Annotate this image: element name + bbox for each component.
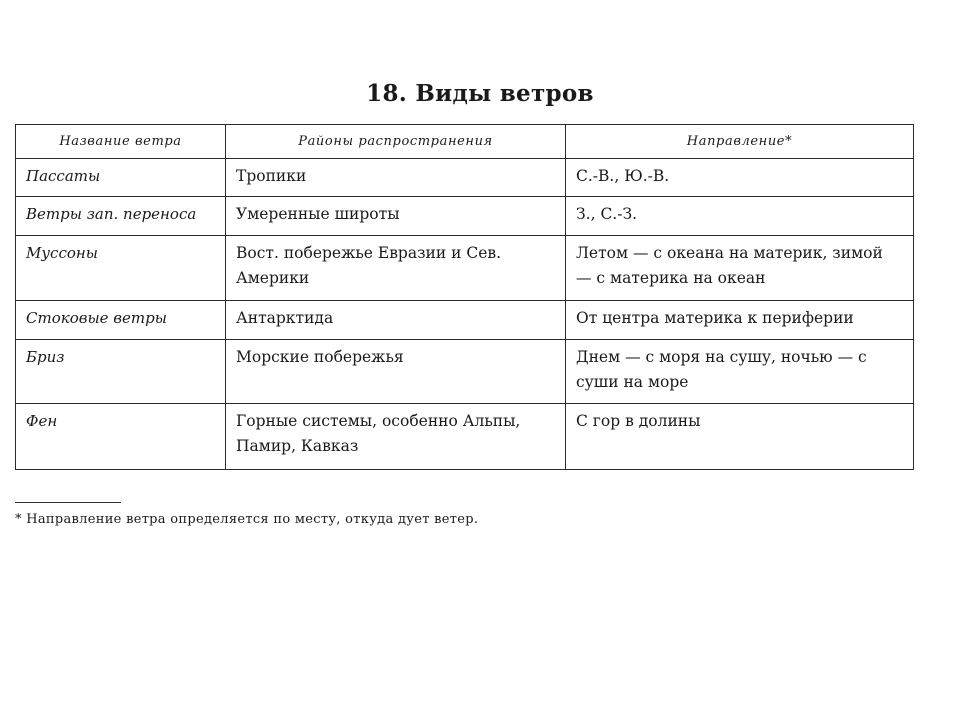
column-header-wind-name: Название ветра: [16, 125, 226, 159]
wind-area-cell: Вост. побережье Евразии и Сев. Америки: [226, 236, 566, 301]
table-row: [16, 197, 914, 236]
footnote-divider: [15, 502, 121, 503]
table-row: [16, 404, 914, 470]
footnote: * Направление ветра определяется по месту, откуда дует ветер.: [15, 512, 479, 527]
wind-direction-cell: С гор в долины: [566, 404, 914, 470]
wind-area-cell: Тропики: [226, 159, 566, 197]
wind-direction-cell: От центра материка к периферии: [566, 301, 914, 340]
wind-direction-cell: Летом — с океана на материк, зимой — с материка на океан: [566, 236, 914, 301]
wind-name-cell: Бриз: [16, 340, 226, 404]
wind-name-cell: Пассаты: [16, 159, 226, 197]
page-title: 18. Виды ветров: [366, 80, 594, 107]
wind-name-cell: Стоковые ветры: [16, 301, 226, 340]
table-header-row: [16, 125, 914, 159]
column-header-direction: Направление*: [566, 125, 914, 159]
winds-table: [15, 124, 914, 470]
table-row: [16, 159, 914, 197]
wind-area-cell: Умеренные широты: [226, 197, 566, 236]
wind-name-cell: Ветры зап. переноса: [16, 197, 226, 236]
column-header-areas: Районы распространения: [226, 125, 566, 159]
wind-direction-cell: Днем — с моря на сушу, ночью — с суши на море: [566, 340, 914, 404]
table-row: [16, 236, 914, 301]
table-row: [16, 301, 914, 340]
table-row: [16, 340, 914, 404]
wind-area-cell: Антарктида: [226, 301, 566, 340]
wind-area-cell: Горные системы, особенно Альпы, Памир, Кавказ: [226, 404, 566, 470]
wind-name-cell: Фен: [16, 404, 226, 470]
wind-area-cell: Морские побережья: [226, 340, 566, 404]
wind-direction-cell: З., С.-З.: [566, 197, 914, 236]
wind-direction-cell: С.-В., Ю.-В.: [566, 159, 914, 197]
wind-name-cell: Муссоны: [16, 236, 226, 301]
